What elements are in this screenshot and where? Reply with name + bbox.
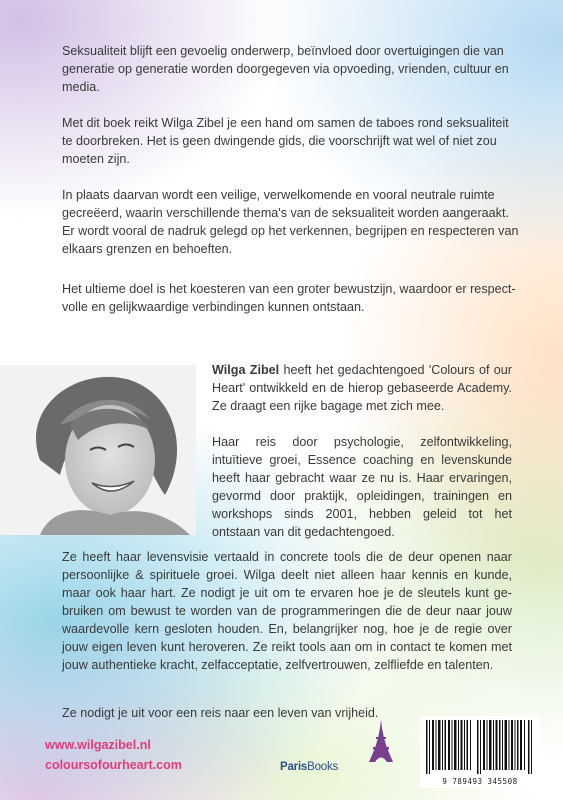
author-name: Wilga Zibel	[212, 363, 280, 377]
barcode-bars	[420, 716, 540, 776]
website-link-1[interactable]: www.wilgazibel.nl	[45, 738, 151, 752]
publisher-name-part1: Paris	[280, 761, 308, 773]
intro-paragraph-1: Seksualiteit blijft een gevoelig onderwerp, beïnvloed door overtuigingen die van generatie op generatie worden doorgegeven via opvoeding, vrienden, cultuur en media.	[62, 44, 509, 94]
intro-paragraph-3: In plaats daarvan wordt een veilige, verwelkomende en vooral neutrale ruimte gecreëerd, waarin verschillende thema's van de seksualiteit worden aangeraakt. Er wordt vooral de nadruk gelegd op het verkennen, begrijpen en respecteren van elkaars grenzen en behoeften.	[62, 188, 519, 256]
eiffel-tower-icon	[368, 720, 394, 762]
intro-paragraph-4: Het ultieme doel is het koesteren van een groter bewustzijn, waardoor er respectvolle en gelijkwaardige verbindingen kunnen ontstaan.	[62, 282, 516, 314]
isbn-barcode	[420, 716, 540, 788]
author-bio-1-text: heeft het gedachtengoed 'Colours of our Heart' ontwikkeld en de hierop gebaseerde Academy. Ze draagt een rijke bagage met zich mee.	[212, 363, 512, 413]
closing-paragraph-2: Ze nodigt je uit voor een reis naar een leven van vrijheid.	[62, 706, 379, 720]
author-bio-2: Haar reis door psychologie, zelfontwikkeling, intuïtieve groei, Essence coaching en levenskunde heeft haar gebracht waar ze nu is. Haar ervaringen, gevormd door praktijk, opleidingen, trainingen en workshops sinds 2001, hebben geleid tot het ontstaan van dit gedachtengoed.	[212, 435, 512, 539]
barcode-digits: 9 789493 345508	[442, 777, 518, 786]
closing-paragraph-1: Ze heeft haar levensvisie vertaald in concrete tools die de deur openen naar persoonlijke & spirituele groei. Wilga deelt niet alleen haar kennis en kunde, maar ook haar hart. Ze nodigt je uit om te ervaren hoe je de sleutels kunt gebruiken om bewust te worden van de programmeringen die de deur naar jouw waardevolle kern gesloten houden. En, belangrijker nog, hoe je de regie over jouw eigen leven kunt heroveren. Ze reikt tools aan om in contact te komen met jouw authentieke kracht, zelfacceptatie, zelfvertrouwen, zelfliefde en talenten.	[62, 550, 512, 672]
website-links	[45, 735, 182, 775]
website-link-2[interactable]: coloursofourheart.com	[45, 758, 182, 772]
author-photo	[0, 365, 196, 535]
publisher-name	[280, 761, 338, 773]
author-bio-1	[212, 361, 512, 415]
publisher-logo	[280, 720, 410, 780]
intro-paragraph-2: Met dit boek reikt Wilga Zibel je een hand om samen de taboes rond seksualiteit te doorbreken. Het is geen dwingende gids, die voorschrijft wat wel of niet zou moeten zijn.	[62, 116, 509, 166]
publisher-name-part2: Books	[307, 761, 339, 773]
author-portrait-image	[0, 365, 196, 535]
